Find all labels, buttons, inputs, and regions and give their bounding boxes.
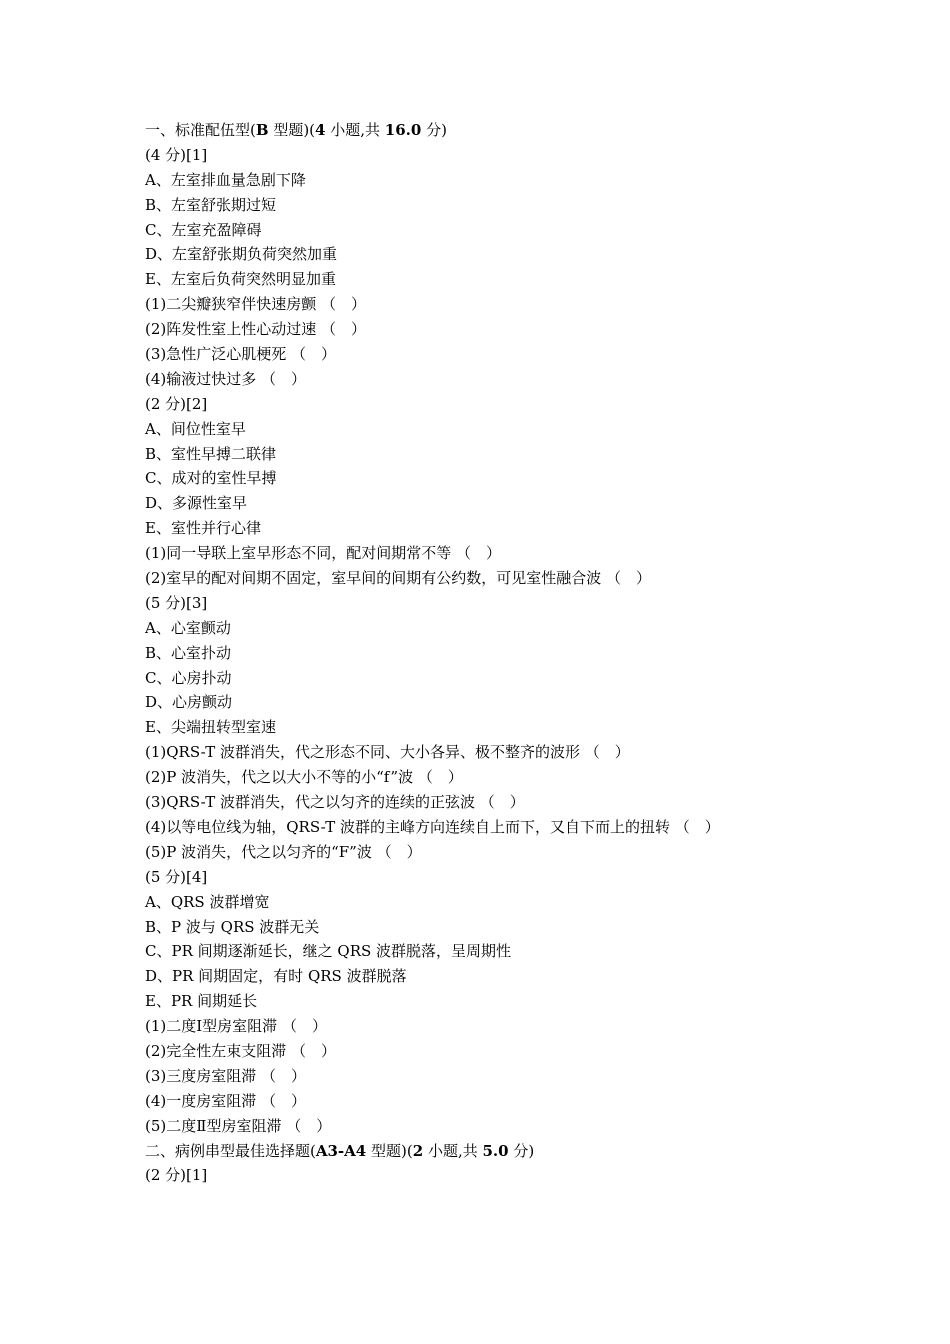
text-line: (4 分)[1]: [145, 145, 208, 164]
text-line: C、心房扑动: [145, 668, 232, 687]
text-line: (2 分)[2]: [145, 394, 208, 413]
text-line: E、PR 间期延长: [145, 992, 258, 1011]
text-line: (3)三度房室阻滞 （ ）: [145, 1066, 307, 1085]
text-line: D、左室舒张期负荷突然加重: [145, 245, 338, 264]
text-line: (1)同一导联上室早形态不同，配对间期常不等 （ ）: [145, 544, 502, 563]
text-line: (5)二度Ⅱ型房室阻滞 （ ）: [145, 1116, 332, 1135]
text-line: B、室性早搏二联律: [145, 444, 277, 463]
section-heading-part: 型题)(: [268, 121, 316, 139]
text-line: D、多源性室早: [145, 494, 248, 513]
section-heading: [145, 118, 925, 143]
text-line: (5 分)[4]: [145, 867, 208, 886]
text-line: A、左室排血量急剧下降: [145, 170, 306, 189]
text-line: (4)一度房室阻滞 （ ）: [145, 1091, 307, 1110]
text-line: (4)以等电位线为轴，QRS-T 波群的主峰方向连续自上而下，又自下而上的扭转 （ ）: [145, 817, 720, 836]
text-line: (2 分)[1]: [145, 1166, 208, 1185]
text-line: E、室性并行心律: [145, 519, 261, 538]
text-line: (1)QRS-T 波群消失，代之形态不同、大小各异、极不整齐的波形 （ ）: [145, 743, 630, 762]
text-line: B、P 波与 QRS 波群无关: [145, 917, 320, 936]
text-line: (2)室早的配对间期不固定，室早间的间期有公约数，可见室性融合波 （ ）: [145, 569, 652, 588]
text-line: D、心房颤动: [145, 693, 233, 712]
section-heading-part: A3-A4: [315, 1141, 367, 1160]
section-heading-part: 小题,共: [325, 121, 385, 139]
text-line: (2)完全性左束支阻滞 （ ）: [145, 1041, 337, 1060]
section-heading-part: 小题,共: [423, 1141, 483, 1160]
text-line: B、左室舒张期过短: [145, 195, 277, 214]
section-heading-part: 型题)(: [366, 1141, 413, 1160]
section-heading-part: 分): [421, 121, 447, 139]
text-line: A、间位性室早: [145, 419, 246, 438]
document-page: [145, 118, 925, 1188]
text-line: E、尖端扭转型室速: [145, 718, 276, 737]
text-line: C、成对的室性早搏: [145, 469, 277, 488]
text-line: (2)阵发性室上性心动过速 （ ）: [145, 320, 367, 339]
section-heading-part: 2: [412, 1141, 424, 1160]
text-line: (3)QRS-T 波群消失，代之以匀齐的连续的正弦波 （ ）: [145, 793, 525, 812]
text-line: (2)P 波消失，代之以大小不等的小“f”波 （ ）: [145, 768, 463, 787]
section-heading-part: 二、病例串型最佳选择题(: [145, 1141, 316, 1160]
text-line: (4)输液过快过多 （ ）: [145, 369, 307, 388]
section-heading-part: 16.0: [384, 121, 422, 139]
text-line: (5)P 波消失，代之以匀齐的“F”波 （ ）: [145, 842, 422, 861]
text-line: C、PR 间期逐渐延长，继之 QRS 波群脱落，呈周期性: [145, 942, 512, 961]
section-heading-part: B: [255, 121, 269, 139]
text-line: (5 分)[3]: [145, 593, 208, 612]
text-line: A、心室颤动: [145, 618, 231, 637]
text-line: (3)急性广泛心肌梗死 （ ）: [145, 345, 337, 364]
text-line: (1)二尖瓣狭窄伴快速房颤 （ ）: [145, 295, 367, 314]
text-line: (1)二度Ⅰ型房室阻滞 （ ）: [145, 1017, 327, 1036]
section-heading-part: 5.0: [482, 1141, 509, 1160]
text-line: D、PR 间期固定，有时 QRS 波群脱落: [145, 967, 407, 986]
text-line: E、左室后负荷突然明显加重: [145, 270, 336, 289]
text-line: A、QRS 波群增宽: [145, 892, 270, 911]
section-heading: [145, 1139, 925, 1164]
section-heading-part: 一、标准配伍型(: [145, 121, 256, 139]
text-line: C、左室充盈障碍: [145, 220, 262, 239]
section-heading-part: 4: [315, 121, 326, 139]
text-line: B、心室扑动: [145, 643, 232, 662]
section-heading-part: 分): [508, 1141, 535, 1160]
